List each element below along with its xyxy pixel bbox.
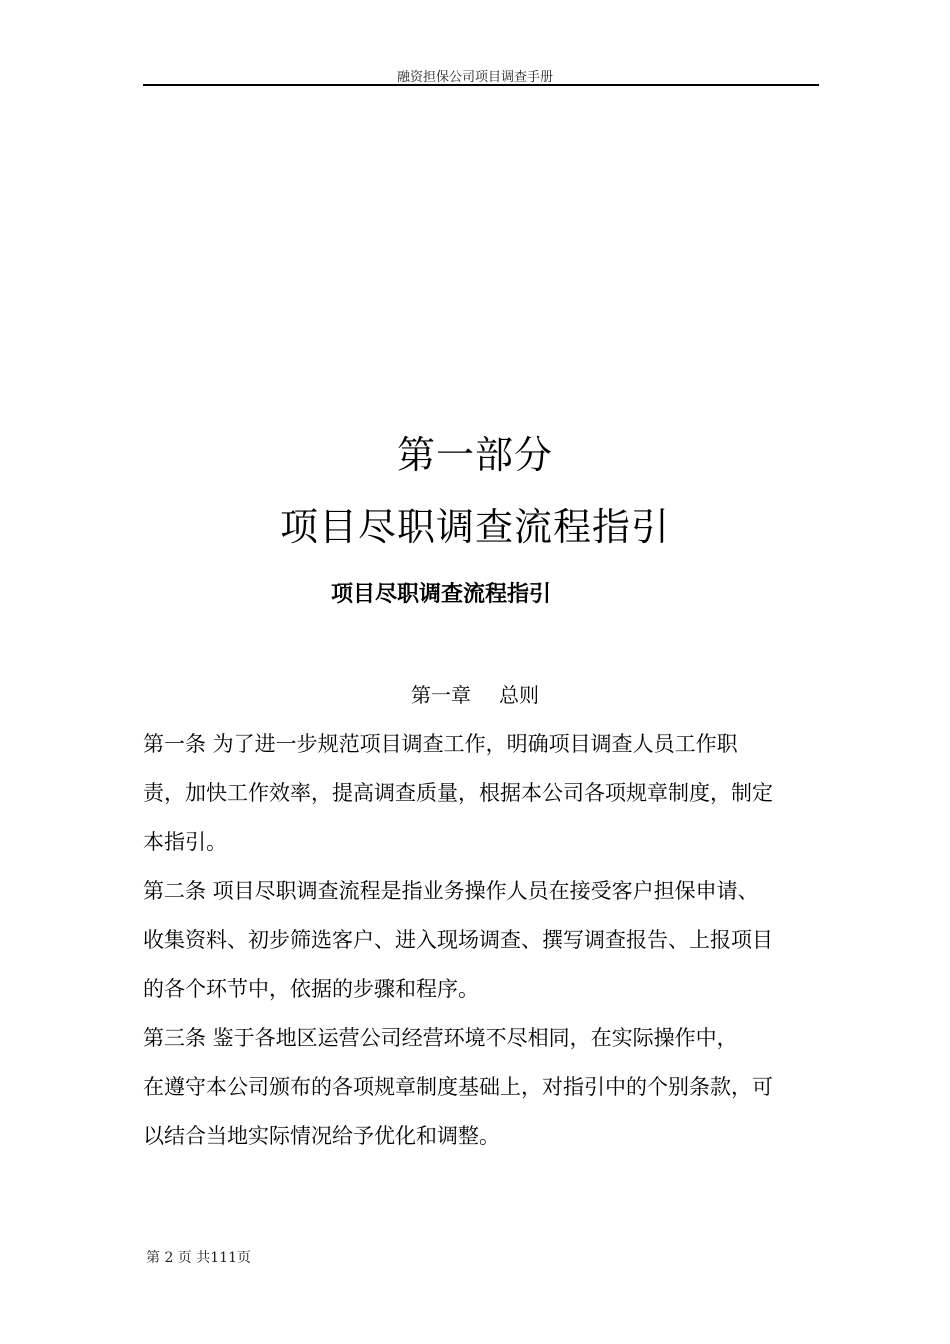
chapter-title: 总则 bbox=[499, 683, 539, 707]
chapter-number: 第一章 bbox=[411, 683, 471, 707]
page-footer: 第 2 页 共111页 bbox=[146, 1250, 251, 1266]
header-rule bbox=[143, 84, 819, 86]
part-title: 项目尽职调查流程指引 bbox=[279, 505, 670, 549]
article-1: 第一条 为了进一步规范项目调查工作，明确项目调查人员工作职 责，加快工作效率，提高调查质量，根据本公司各项规章制度，制定 本指引。 bbox=[143, 732, 773, 854]
part-number: 第一部分 bbox=[396, 433, 553, 477]
article-3: 第三条 鉴于各地区运营公司经营环境不尽相同，在实际操作中， 在遵守本公司颁布的各项规章制度基础上，对指引中的个别条款，可 以结合当地实际情况给予优化和调整。 bbox=[143, 1026, 773, 1148]
chapter-heading bbox=[0, 679, 950, 708]
article-2: 第二条 项目尽职调查流程是指业务操作人员在接受客户担保申请、 收集资料、初步筛选客户、进入现场调查、撰写调查报告、上报项目 的各个环节中，依据的步骤和程序。 bbox=[143, 879, 773, 1001]
page-header: 融资担保公司项目调查手册 bbox=[396, 70, 553, 85]
section-subtitle: 项目尽职调查流程指引 bbox=[331, 582, 552, 607]
